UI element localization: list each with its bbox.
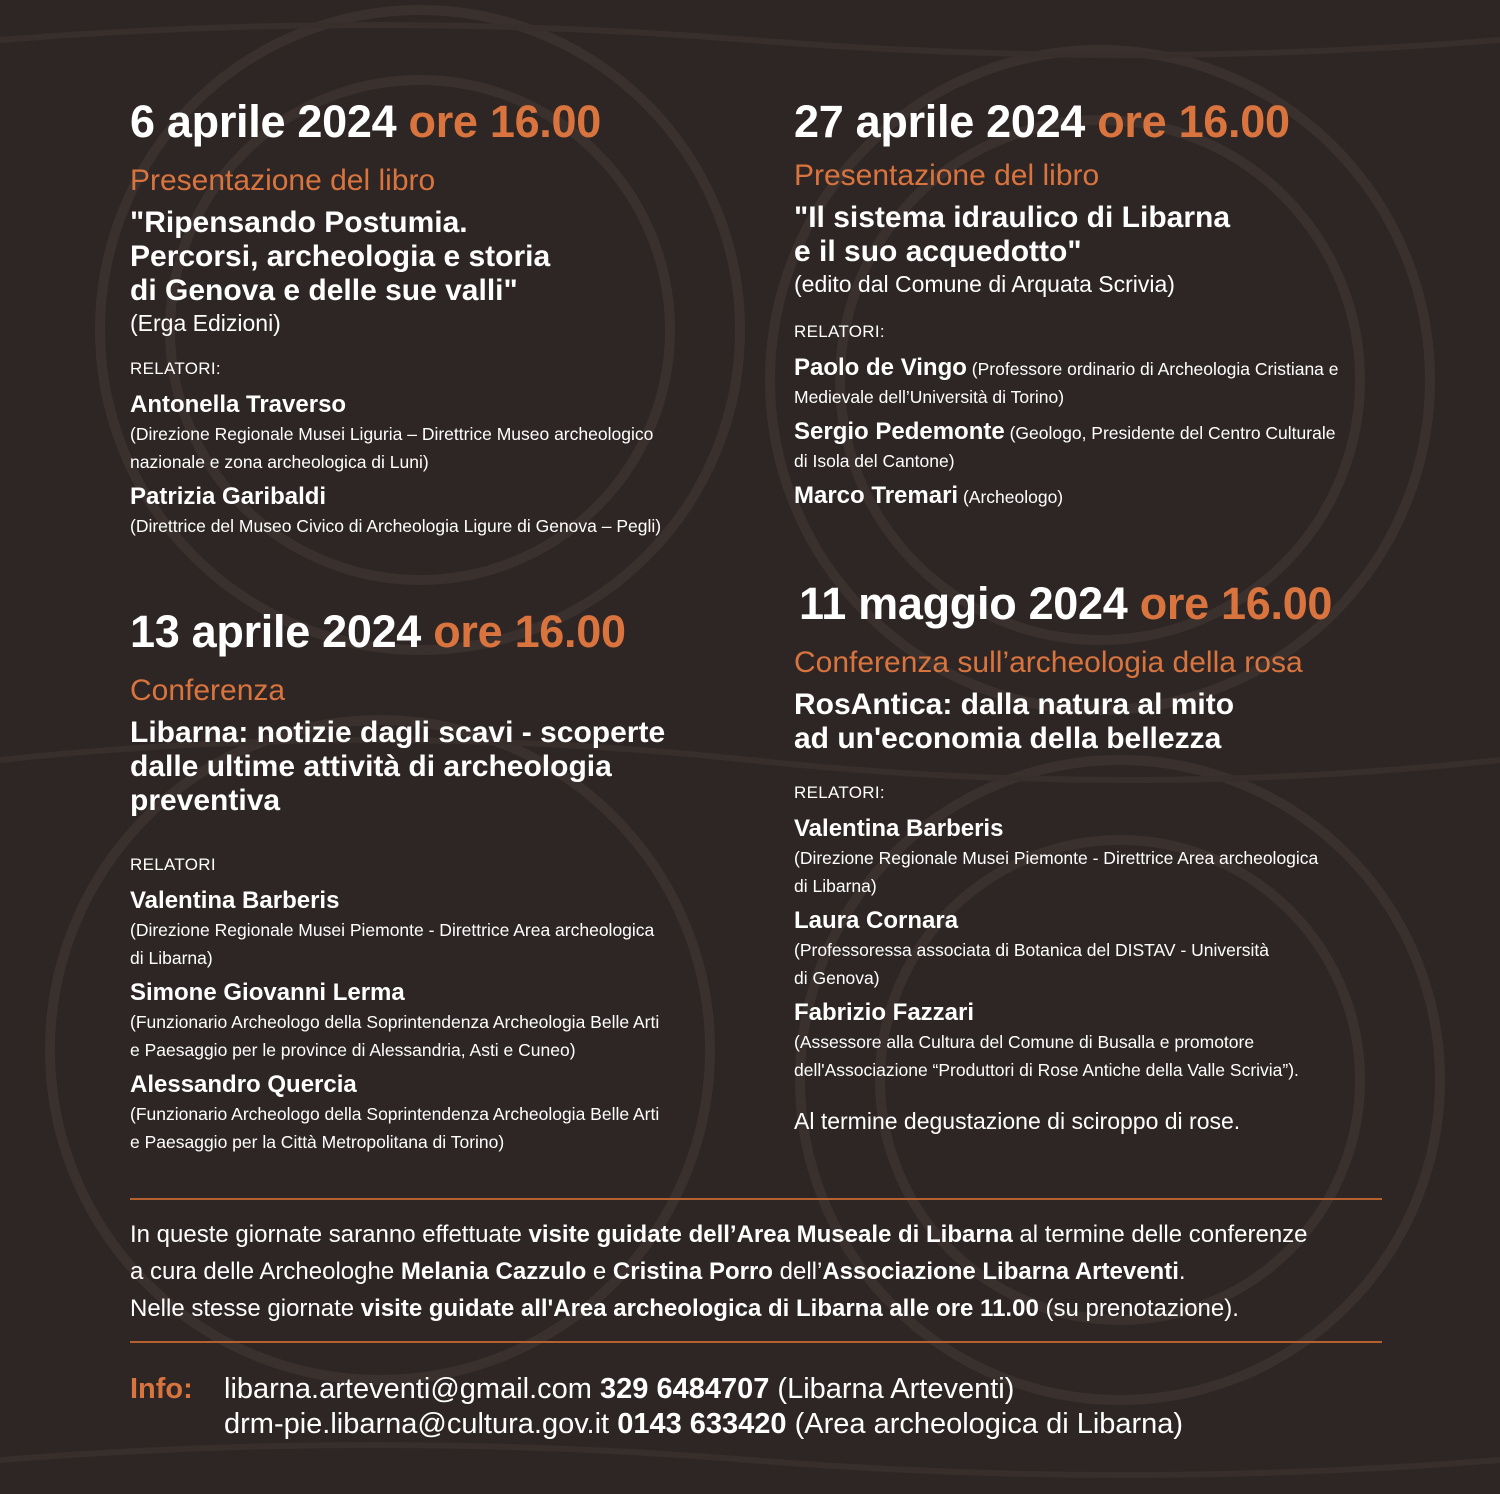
event-date: 13 aprile 2024 ore 16.00: [130, 606, 626, 657]
conference-title: Libarna: notizie dagli scavi - scoperte dalle ultime attività di archeologia preventiva: [130, 716, 666, 817]
conference-title: RosAntica: dalla natura al mito ad un'economia della bellezza: [794, 688, 1235, 755]
phone-number[interactable]: 329 6484707: [600, 1373, 770, 1405]
note-line: In queste giornate saranno effettuate visite guidate dell’Area Museale di Libarna al termine delle conferenze: [130, 1221, 1308, 1248]
speaker: Antonella Traverso (Direzione Regionale Musei Liguria – Direttrice Museo archeologico nazionale e zona archeologica di Luni): [130, 391, 654, 472]
publisher: (edito dal Comune di Arquata Scrivia): [794, 271, 1175, 297]
event-date: 6 aprile 2024 ore 16.00: [130, 96, 601, 147]
contact-line: [224, 1407, 1183, 1442]
speaker: Sergio Pedemonte (Geologo, Presidente del Centro Culturale di Isola del Cantone): [794, 418, 1336, 471]
speaker: Alessandro Quercia (Funzionario Archeologo della Soprintendenza Archeologia Belle Arti e Paesaggio per la Città Metropolitana di Torino): [130, 1071, 660, 1152]
relatori-label: RELATORI:: [130, 359, 221, 378]
relatori-label: RELATORI:: [794, 322, 885, 341]
email-link[interactable]: libarna.arteventi@gmail.com: [224, 1373, 592, 1405]
info-label: Info:: [130, 1373, 193, 1405]
relatori-label: RELATORI:: [794, 783, 885, 802]
publisher: (Erga Edizioni): [130, 310, 281, 336]
event-type: Conferenza sull’archeologia della rosa: [794, 646, 1303, 679]
event-11-may: [794, 578, 1434, 1136]
event-date: 27 aprile 2024 ore 16.00: [794, 96, 1290, 147]
event-type: Conferenza: [130, 674, 286, 707]
divider-bottom: [130, 1341, 1382, 1343]
event-6-april: [130, 96, 750, 540]
note-line: a cura delle Archeologhe Melania Cazzulo e Cristina Porro dell’Associazione Libarna Arteventi.: [130, 1258, 1186, 1285]
speaker: Simone Giovanni Lerma (Funzionario Archeologo della Soprintendenza Archeologia Belle Arti e Paesaggio per le province di Alessandria, Asti e Cuneo): [130, 979, 660, 1060]
book-title: "Il sistema idraulico di Libarna e il suo acquedotto": [794, 201, 1231, 268]
phone-number[interactable]: 0143 633420: [617, 1408, 787, 1440]
note-line: Nelle stesse giornate visite guidate all'Area archeologica di Libarna alle ore 11.00 (su prenotazione).: [130, 1295, 1239, 1322]
tasting-note: Al termine degustazione di sciroppo di rose.: [794, 1108, 1241, 1134]
contact-org: (Area archeologica di Libarna): [794, 1408, 1184, 1440]
speaker: Laura Cornara (Professoressa associata di Botanica del DISTAV - Università di Genova): [794, 907, 1269, 988]
contact-org: (Libarna Arteventi): [777, 1373, 1015, 1405]
speaker: Marco Tremari (Archeologo): [794, 482, 1064, 509]
speaker: Patrizia Garibaldi (Direttrice del Museo Civico di Archeologia Ligure di Genova – Pegli): [130, 483, 662, 536]
speaker: Fabrizio Fazzari (Assessore alla Cultura del Comune di Busalla e promotore dell'Associazione “Produttori di Rose Antiche della Valle Scrivia”).: [794, 999, 1299, 1080]
email-link[interactable]: drm-pie.libarna@cultura.gov.it: [224, 1408, 610, 1440]
event-27-april: [794, 96, 1434, 511]
speaker: Valentina Barberis (Direzione Regionale Musei Piemonte - Direttrice Area archeologica di Libarna): [130, 887, 655, 968]
speaker: Paolo de Vingo (Professore ordinario di Archeologia Cristiana e Medievale dell’Università di Torino): [794, 354, 1339, 407]
book-title: "Ripensando Postumia. Percorsi, archeologia e storia di Genova e delle sue valli": [130, 206, 551, 307]
event-type: Presentazione del libro: [794, 159, 1100, 192]
contact-line: [224, 1372, 1183, 1407]
event-type: Presentazione del libro: [130, 164, 436, 197]
event-date: 11 maggio 2024 ore 16.00: [799, 578, 1333, 629]
event-13-april: [130, 606, 750, 1156]
divider-top: [130, 1198, 1382, 1200]
relatori-label: RELATORI: [130, 855, 216, 874]
guided-visits-note: [130, 1216, 1430, 1327]
speaker: Valentina Barberis (Direzione Regionale Musei Piemonte - Direttrice Area archeologica di Libarna): [794, 815, 1319, 896]
